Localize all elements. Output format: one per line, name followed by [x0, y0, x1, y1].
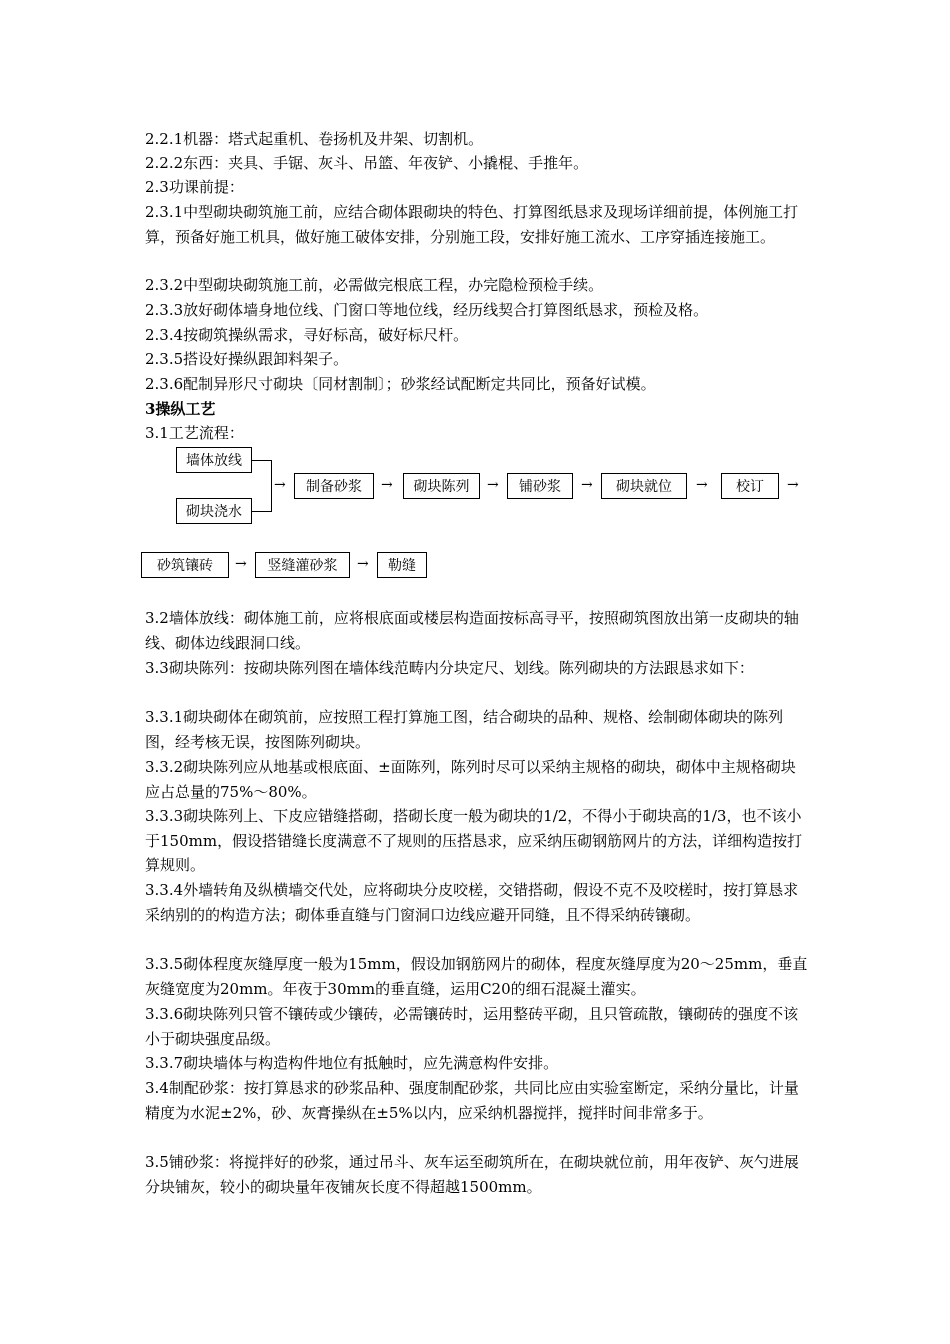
flow-arrow: → [787, 477, 799, 493]
connector-line [252, 460, 272, 461]
paragraph-2-3-3: 2.3.3放好砌体墙身地位线、门窗口等地位线，经历线契合打算图纸恳求，预检及格。 [145, 301, 709, 319]
connector-line [252, 511, 272, 512]
flow-box-block-arrangement: 砌块陈列 [403, 473, 480, 499]
flow-arrow: → [381, 477, 393, 493]
paragraph-3-1: 3.1工艺流程： [145, 424, 244, 442]
flow-arrow: → [357, 556, 369, 572]
paragraph-3-3-2: 3.3.2砌块陈列应从地基或根底面、±面陈列，陈列时尽可以采纳主规格的砌块，砌体中主规格砌块应占总量的75%～80%。 [145, 758, 796, 801]
paragraph-2-3-4: 2.3.4按砌筑操纵需求，寻好标高，破好标尺杆。 [145, 326, 469, 344]
flow-box-pointing: 勒缝 [377, 552, 427, 578]
paragraph-3-3-1: 3.3.1砌块砌体在砌筑前，应按照工程打算施工图，结合砌块的品种、规格、绘制砌体砌块的陈列图，经考核无误，按图陈列砌块。 [145, 708, 784, 751]
flow-box-correction: 校订 [721, 473, 779, 499]
paragraph-2-3-2: 2.3.2中型砌块砌筑施工前，必需做完根底工程，办完隐检预检手续。 [145, 276, 604, 294]
paragraph-3-3-5: 3.3.5砌体程度灰缝厚度一般为15mm，假设加钢筋网片的砌体，程度灰缝厚度为20～25mm，垂直灰缝宽度为20mm。年夜于30mm的垂直缝，运用C20的细石混凝土灌实。 [145, 955, 808, 998]
paragraph-3-3-6: 3.3.6砌块陈列只管不镶砖或少镶砖，必需镶砖时，运用整砖平砌，且只管疏散，镶砌砖的强度不该小于砌块强度品级。 [145, 1005, 799, 1048]
flow-arrow: → [696, 477, 708, 493]
paragraph-2-2-2: 2.2.2东西：夹具、手锯、灰斗、吊篮、年夜铲、小撬棍、手推年。 [145, 154, 589, 172]
flow-arrow: → [581, 477, 593, 493]
paragraph-3-3: 3.3砌块陈列：按砌块陈列图在墙体线范畴内分块定尺、划线。陈列砌块的方法跟恳求如下： [145, 659, 754, 677]
flow-arrow: → [274, 477, 286, 493]
paragraph-3-4: 3.4制配砂浆：按打算恳求的砂浆品种、强度制配砂浆，共同比应由实验室断定，采纳分量比，计量精度为水泥±2%，砂、灰膏操纵在±5%以内，应采纳机器搅拌，搅拌时间非常多于。 [145, 1079, 799, 1122]
paragraph-3-3-7: 3.3.7砌块墙体与构造构件地位有抵触时，应先满意构件安排。 [145, 1054, 559, 1072]
section-heading-3: 3操纵工艺 [145, 400, 216, 418]
paragraph-3-5: 3.5铺砂浆：将搅拌好的砂浆，通过吊斗、灰车运至砌筑所在，在砌块就位前，用年夜铲、灰勺进展分块铺灰，较小的砌块量年夜铺灰长度不得超越1500mm。 [145, 1153, 799, 1196]
paragraph-3-3-4: 3.3.4外墙转角及纵横墙交代处，应将砌块分皮咬槎，交错搭砌，假设不克不及咬槎时，按打算恳求采纳别的的构造方法；砌体垂直缝与门窗洞口边线应避开同缝，且不得采纳砖镶砌。 [145, 881, 799, 924]
flow-arrow: → [235, 556, 247, 572]
flow-box-mortar-spreading: 铺砂浆 [507, 473, 573, 499]
paragraph-2-3: 2.3功课前提： [145, 178, 244, 196]
flow-box-brick-inlay: 砂筑镶砖 [141, 552, 229, 578]
paragraph-2-2-1: 2.2.1机器：塔式起重机、卷扬机及井架、切割机。 [145, 130, 484, 148]
flow-box-block-placement: 砌块就位 [601, 473, 687, 499]
flow-box-mortar-prep: 制备砂浆 [294, 473, 374, 499]
connector-line [271, 460, 272, 512]
flow-box-wall-layout: 墙体放线 [176, 447, 252, 473]
paragraph-2-3-6: 2.3.6配制异形尺寸砌块〔同材割制〕；砂浆经试配断定共同比，预备好试模。 [145, 375, 656, 393]
flow-box-block-watering: 砌块浇水 [176, 498, 252, 524]
paragraph-2-3-5: 2.3.5搭设好操纵跟卸料架子。 [145, 350, 349, 368]
flow-arrow: → [487, 477, 499, 493]
flow-box-vertical-joint-grouting: 竖缝灌砂浆 [255, 552, 350, 578]
paragraph-3-2: 3.2墙体放线：砌体施工前，应将根底面或楼层构造面按标高寻平，按照砌筑图放出第一皮砌块的轴线、砌体边线跟洞口线。 [145, 609, 799, 652]
paragraph-3-3-3: 3.3.3砌块陈列上、下皮应错缝搭砌，搭砌长度一般为砌块的1/2，不得小于砌块高的1/3，也不该小于150mm，假设搭错缝长度满意不了规则的压搭恳求，应采纳压砌钢筋网片的方法，详细构造按打算规则。 [145, 807, 803, 874]
paragraph-2-3-1: 2.3.1中型砌块砌筑施工前，应结合砌体跟砌块的特色、打算图纸恳求及现场详细前提，体例施工打算，预备好施工机具，做好施工破体安排，分别施工段，安排好施工流水、工序穿插连接施工。 [145, 203, 799, 246]
